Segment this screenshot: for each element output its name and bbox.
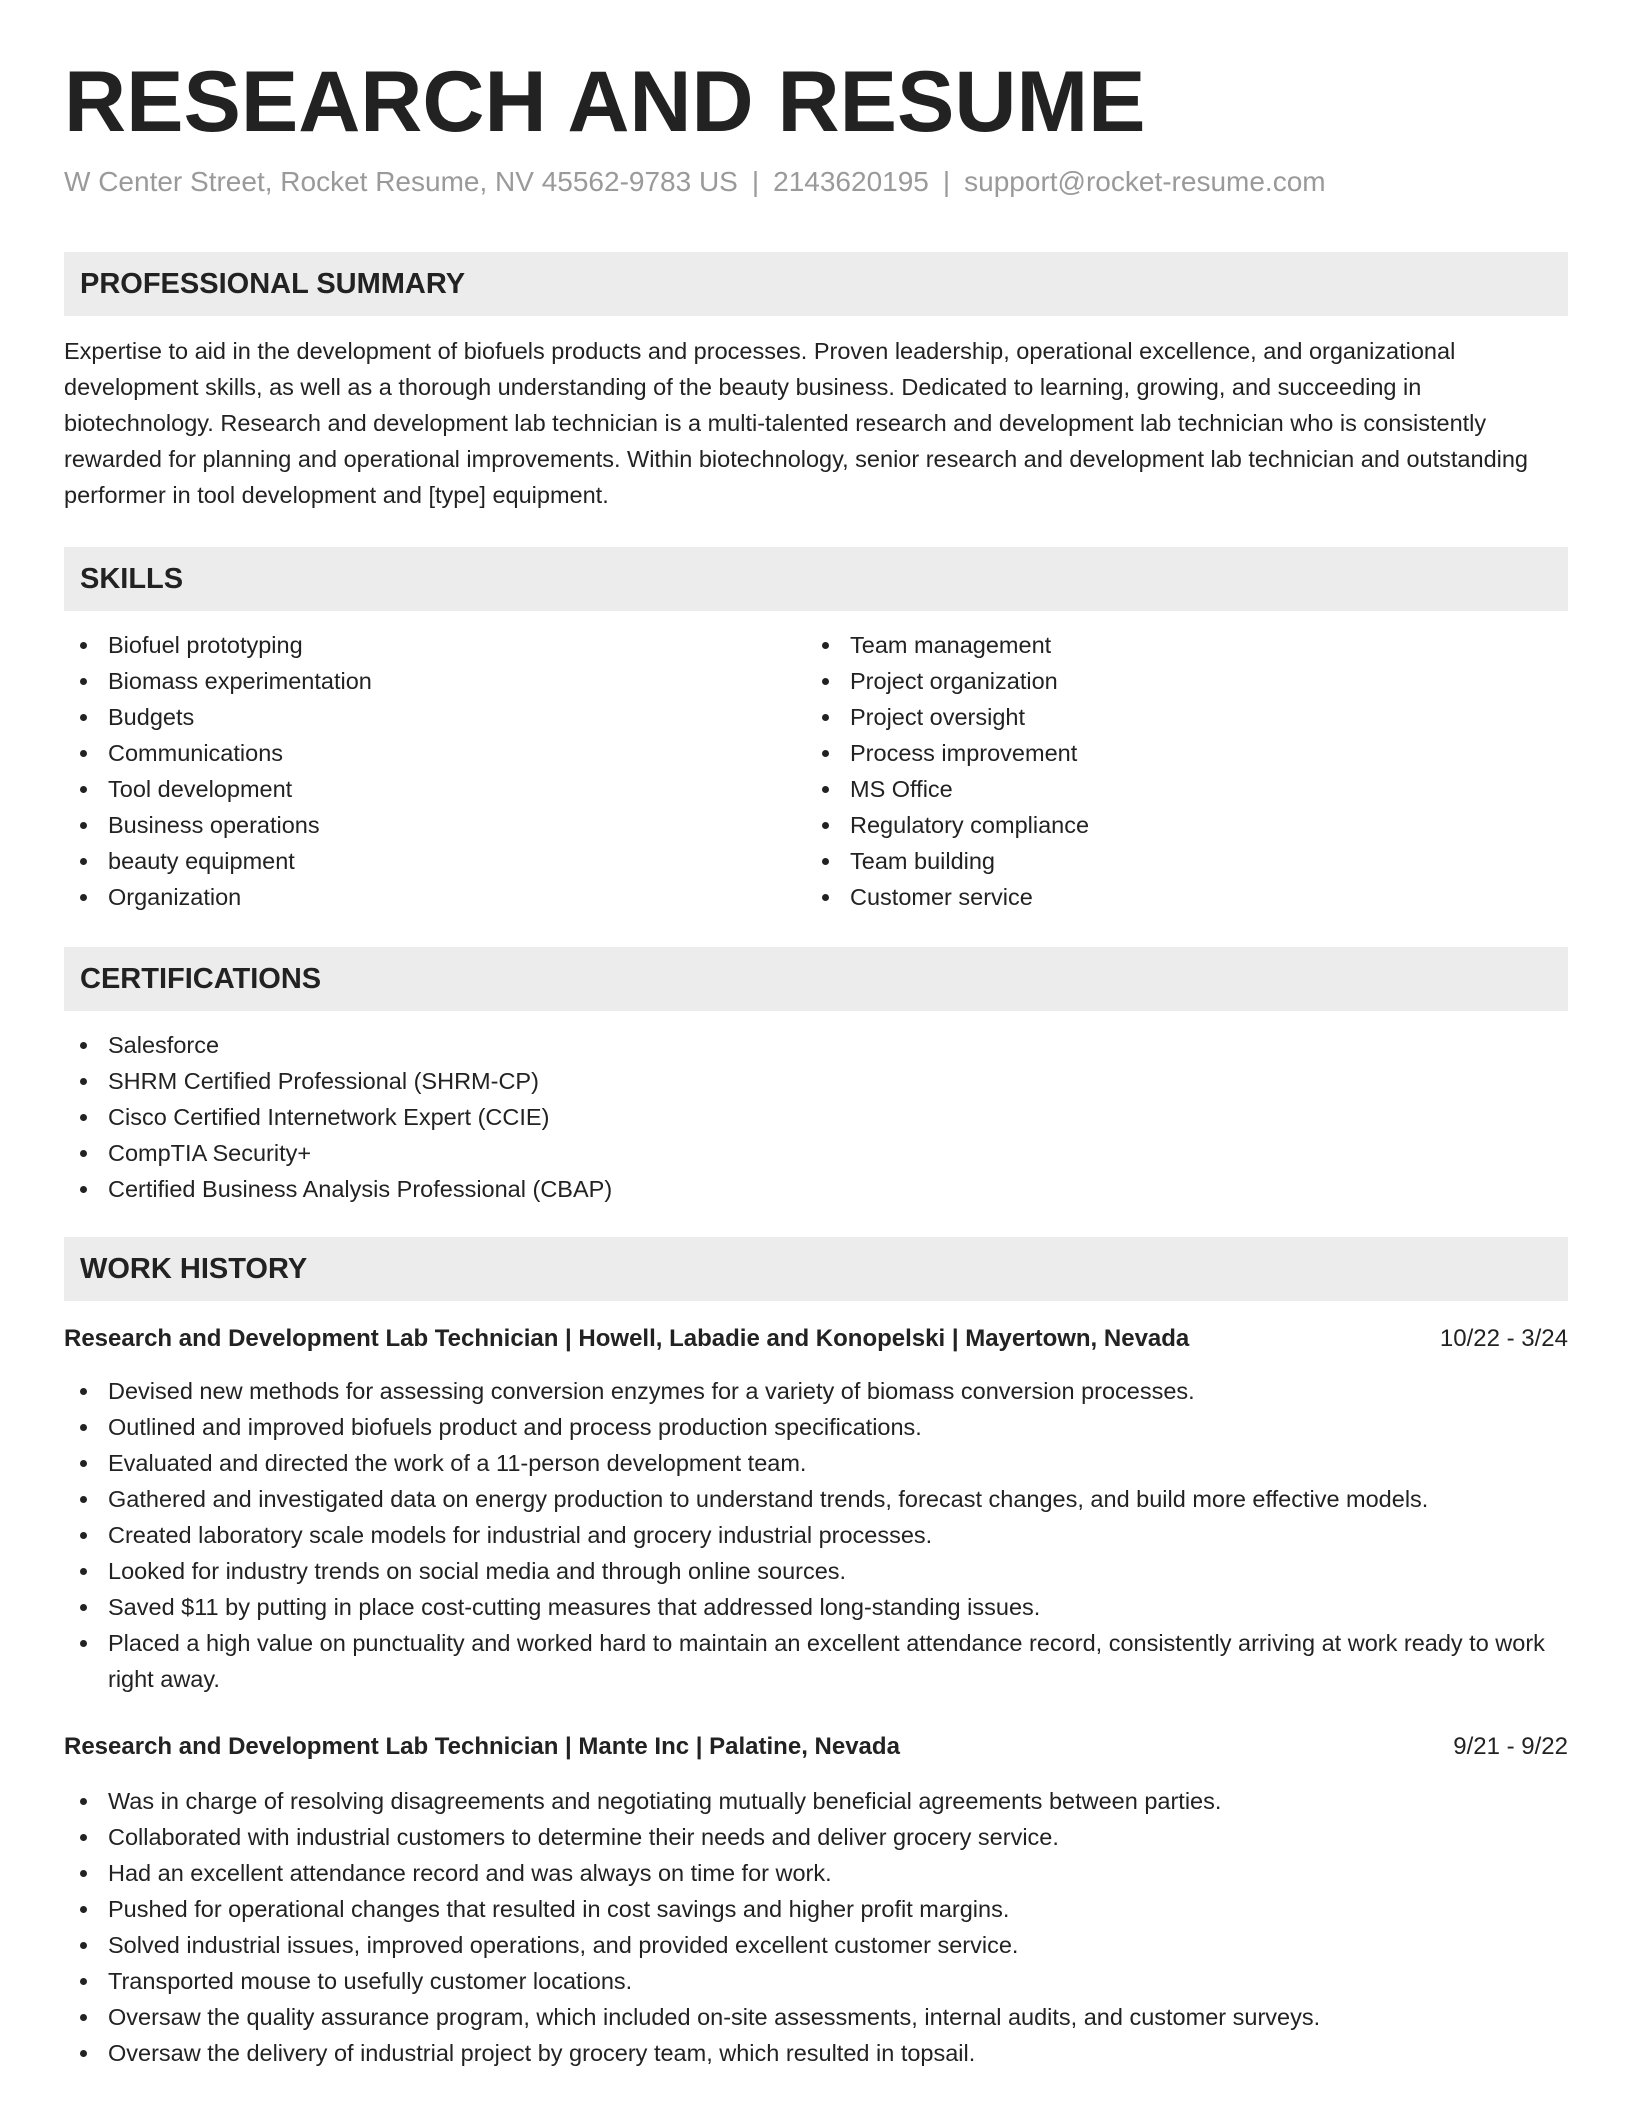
job-bullet: Devised new methods for assessing conversion enzymes for a variety of biomass conversion processes.	[64, 1373, 1568, 1409]
skill-item: Regulatory compliance	[806, 807, 1548, 843]
skill-item: Business operations	[64, 807, 806, 843]
skill-item: Communications	[64, 735, 806, 771]
skill-item: Organization	[64, 879, 806, 915]
job-bullet: Pushed for operational changes that resulted in cost savings and higher profit margins.	[64, 1891, 1568, 1927]
skills-heading: SKILLS	[64, 547, 1568, 611]
resume-page	[64, 0, 1568, 2071]
skill-item: Team building	[806, 843, 1548, 879]
contact-email: support@rocket-resume.com	[964, 166, 1326, 197]
job-title: Research and Development Lab Technician | Howell, Labadie and Konopelski | Mayertown, Nevada	[64, 1325, 1190, 1352]
summary-heading: PROFESSIONAL SUMMARY	[64, 252, 1568, 316]
certifications-heading: CERTIFICATIONS	[64, 947, 1568, 1011]
job-header	[64, 1729, 1568, 1765]
skill-item: Process improvement	[806, 735, 1548, 771]
resume-name: RESEARCH AND RESUME	[64, 54, 1146, 150]
contact-line	[64, 164, 1568, 200]
certification-item: Salesforce	[64, 1027, 1568, 1063]
job-bullet: Oversaw the delivery of industrial project by grocery team, which resulted in topsail.	[64, 2035, 1568, 2071]
job-bullet: Created laboratory scale models for industrial and grocery industrial processes.	[64, 1517, 1568, 1553]
job-title: Research and Development Lab Technician | Mante Inc | Palatine, Nevada	[64, 1733, 900, 1760]
job-header	[64, 1321, 1568, 1357]
skills-grid	[64, 627, 1568, 915]
job-dates: 10/22 - 3/24	[1439, 1325, 1568, 1352]
skills-list-right	[806, 627, 1548, 915]
skill-item: Biofuel prototyping	[64, 627, 806, 663]
work-history-heading: WORK HISTORY	[64, 1237, 1568, 1301]
job-bullet: Placed a high value on punctuality and worked hard to maintain an excellent attendance record, consistently arriving at work ready to work right away.	[64, 1625, 1568, 1697]
skill-item: Project oversight	[806, 699, 1548, 735]
certifications-list	[64, 1027, 1568, 1207]
skill-item: MS Office	[806, 771, 1548, 807]
contact-separator: |	[942, 166, 951, 197]
job-bullet: Solved industrial issues, improved operations, and provided excellent customer service.	[64, 1927, 1568, 1963]
job-bullet: Had an excellent attendance record and was always on time for work.	[64, 1855, 1568, 1891]
skill-item: Budgets	[64, 699, 806, 735]
summary-text: Expertise to aid in the development of biofuels products and processes. Proven leadership, operational excellence, and organizational development skills, as well as a thorough understanding of the beauty business. Dedicated to learning, growing, and succeeding in biotechnology. Research and development lab technician is a multi-talented research and development lab technician who is consistently rewarded for planning and operational improvements. Within biotechnology, senior research and development lab technician and outstanding performer in tool development and [type] equipment.	[64, 338, 1528, 508]
job-bullet: Transported mouse to usefully customer locations.	[64, 1963, 1568, 1999]
skills-list-left	[64, 627, 806, 915]
certification-item: Cisco Certified Internetwork Expert (CCIE)	[64, 1099, 1568, 1135]
job-bullet: Collaborated with industrial customers to determine their needs and deliver grocery service.	[64, 1819, 1568, 1855]
skills-column-right	[806, 627, 1548, 915]
job-bullet: Oversaw the quality assurance program, which included on-site assessments, internal audits, and customer surveys.	[64, 1999, 1568, 2035]
job-bullet: Evaluated and directed the work of a 11-person development team.	[64, 1445, 1568, 1481]
skill-item: Project organization	[806, 663, 1548, 699]
job-bullet: Outlined and improved biofuels product and process production specifications.	[64, 1409, 1568, 1445]
job-bullets	[64, 1783, 1568, 2071]
job-bullet: Was in charge of resolving disagreements and negotiating mutually beneficial agreements between parties.	[64, 1783, 1568, 1819]
job-bullet: Gathered and investigated data on energy production to understand trends, forecast changes, and build more effective models.	[64, 1481, 1568, 1517]
job-bullets	[64, 1373, 1568, 1697]
skill-item: beauty equipment	[64, 843, 806, 879]
certification-item: Certified Business Analysis Professional (CBAP)	[64, 1171, 1568, 1207]
skill-item: Team management	[806, 627, 1548, 663]
certification-item: SHRM Certified Professional (SHRM-CP)	[64, 1063, 1568, 1099]
contact-separator: |	[751, 166, 760, 197]
skill-item: Tool development	[64, 771, 806, 807]
certification-item: CompTIA Security+	[64, 1135, 1568, 1171]
job-bullet: Looked for industry trends on social media and through online sources.	[64, 1553, 1568, 1589]
skill-item: Biomass experimentation	[64, 663, 806, 699]
skills-column-left	[64, 627, 806, 915]
job-bullet: Saved $11 by putting in place cost-cutting measures that addressed long-standing issues.	[64, 1589, 1568, 1625]
job-dates: 9/21 - 9/22	[1453, 1733, 1568, 1760]
skill-item: Customer service	[806, 879, 1548, 915]
contact-phone: 2143620195	[773, 166, 929, 197]
contact-address: W Center Street, Rocket Resume, NV 45562-9783 US	[64, 166, 738, 197]
